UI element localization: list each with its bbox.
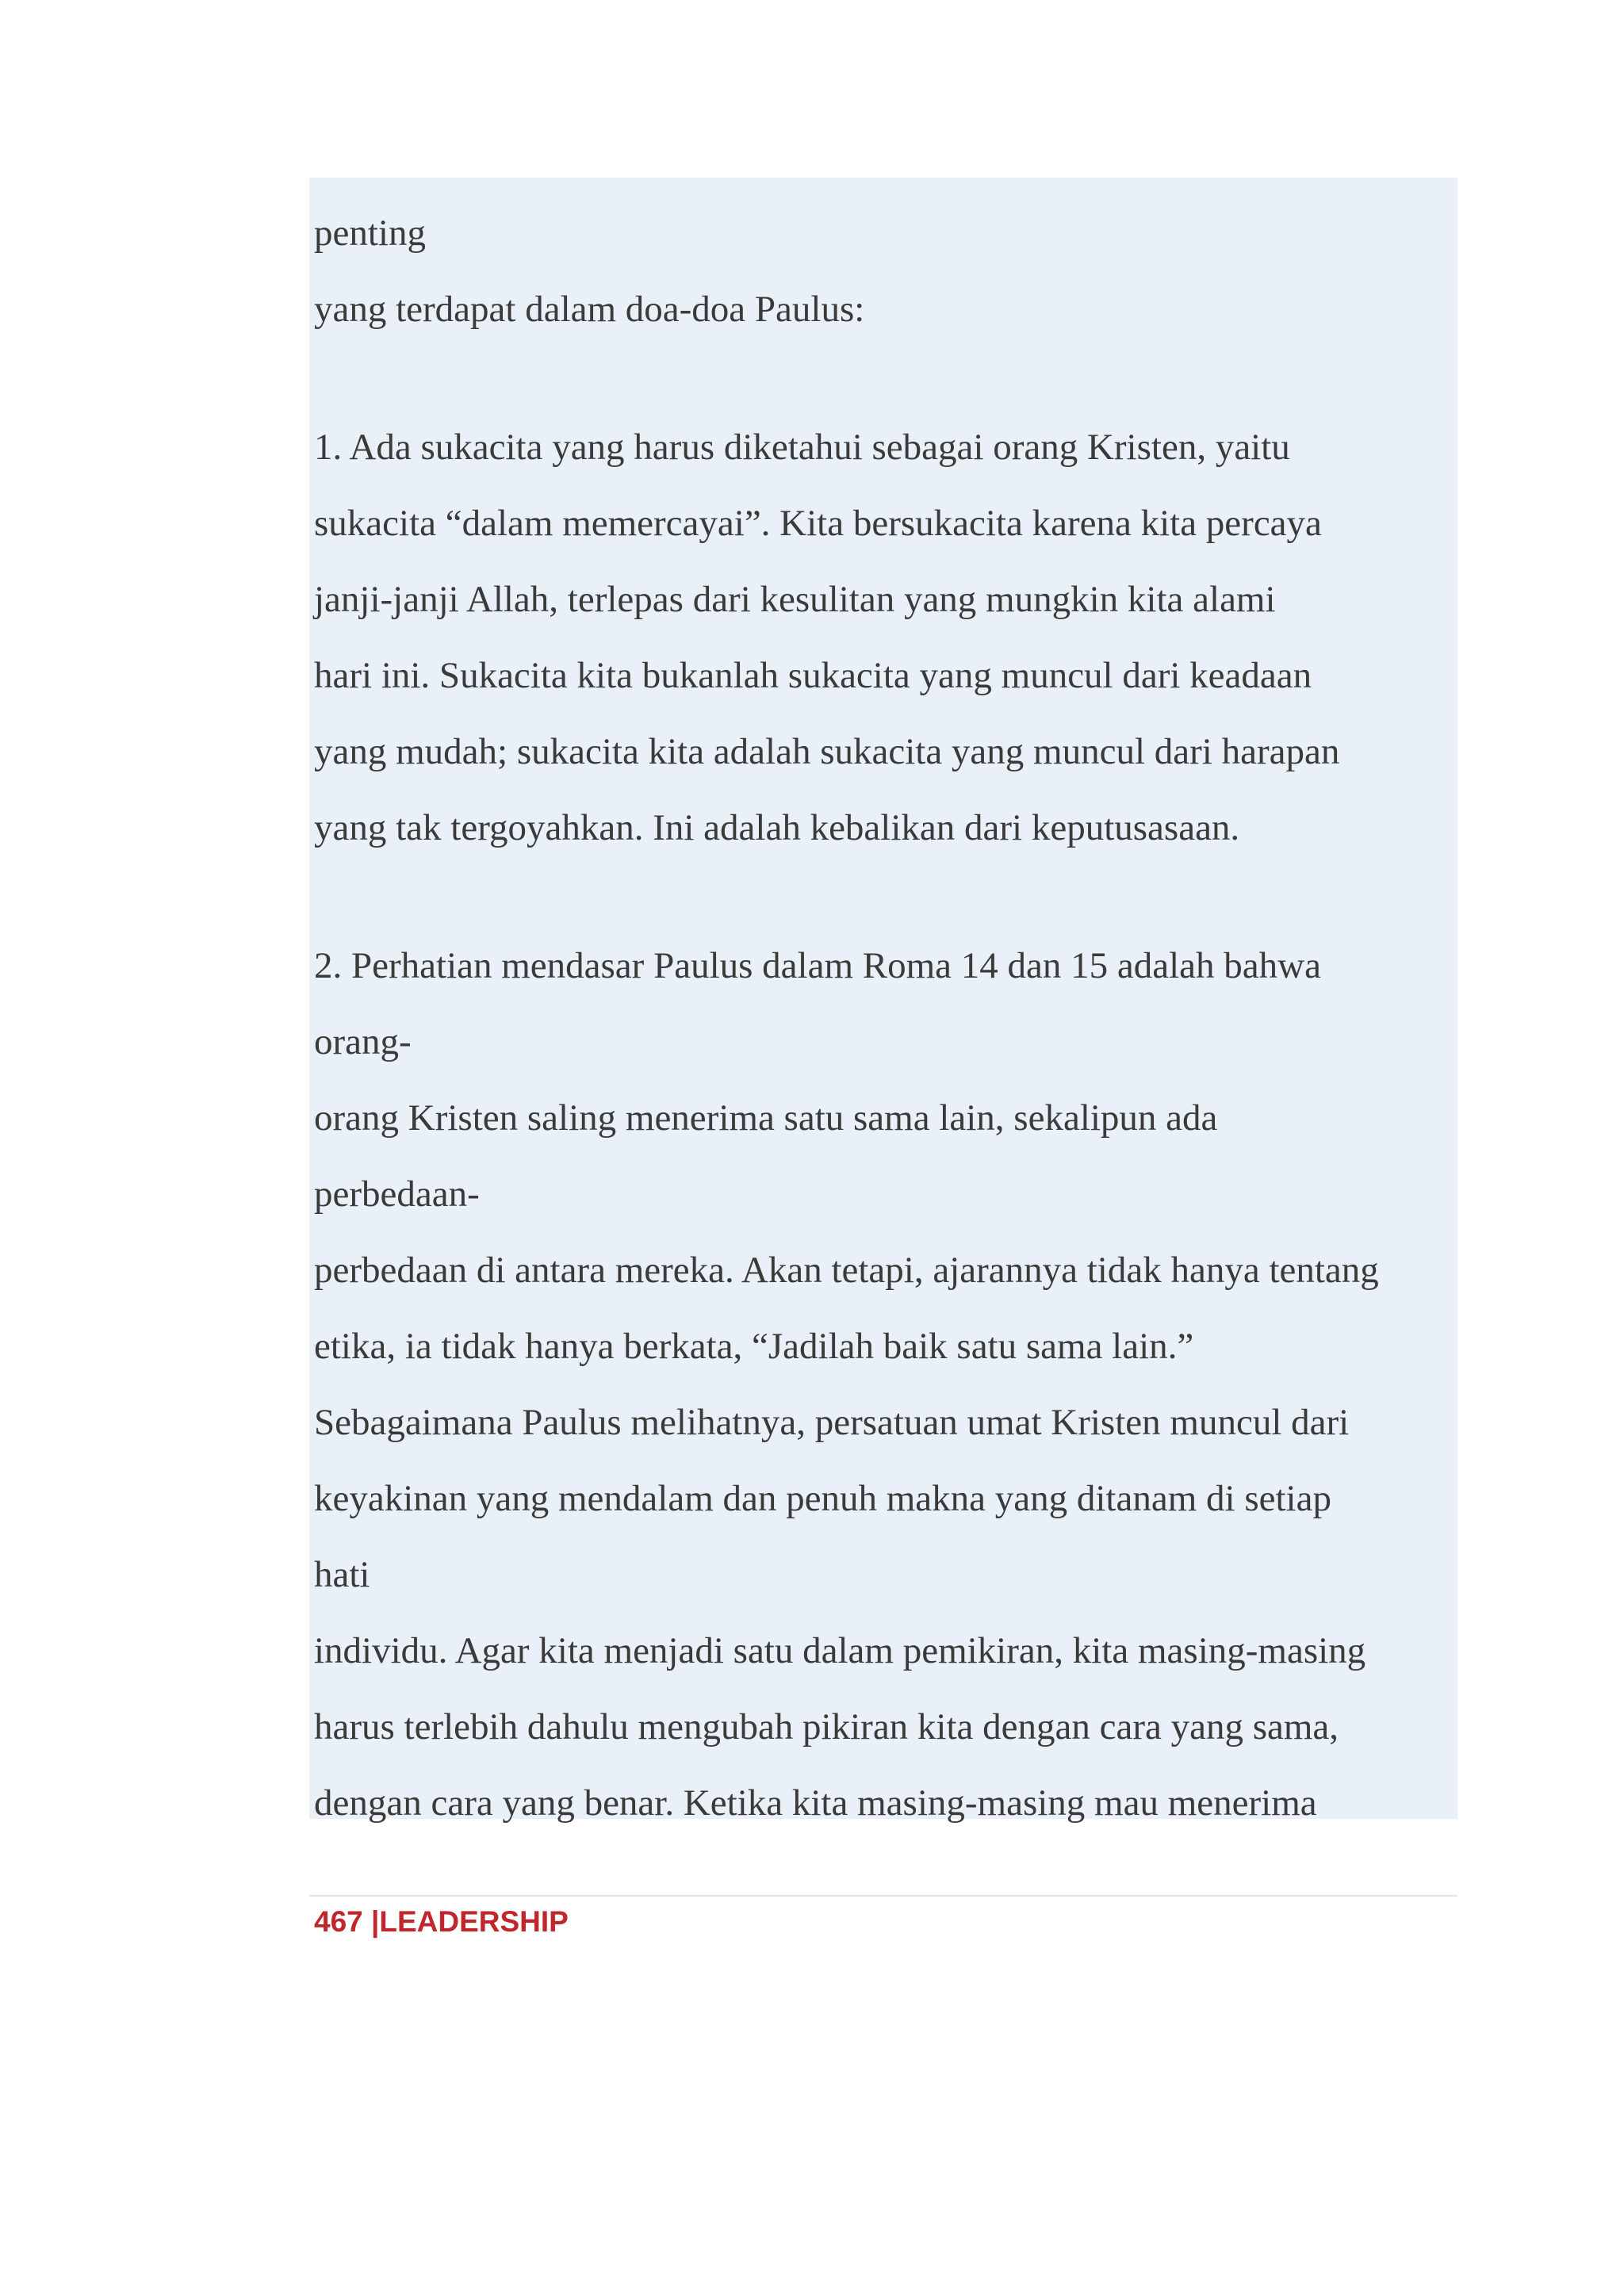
text-line: orang Kristen saling menerima satu sama lain, sekalipun ada <box>314 1097 1218 1139</box>
text-line: Sebagaimana Paulus melihatnya, persatuan umat Kristen muncul dari <box>314 1402 1350 1443</box>
text-line: dengan cara yang benar. Ketika kita masing-masing mau menerima <box>314 1782 1317 1824</box>
text-line: penting <box>314 212 426 254</box>
text-line: yang terdapat dalam doa-doa Paulus: <box>314 289 865 330</box>
text-line: 2. Perhatian mendasar Paulus dalam Roma 14 dan 15 adalah bahwa <box>314 945 1321 986</box>
text-line: harus terlebih dahulu mengubah pikiran kita dengan cara yang sama, <box>314 1706 1339 1748</box>
text-line: janji-janji Allah, terlepas dari kesulitan yang mungkin kita alami <box>314 579 1276 620</box>
text-line: keyakinan yang mendalam dan penuh makna yang ditanam di setiap <box>314 1478 1331 1519</box>
text-line: hati <box>314 1554 370 1595</box>
text-line: perbedaan- <box>314 1173 480 1215</box>
text-line: sukacita “dalam memercayai”. Kita bersukacita karena kita percaya <box>314 503 1322 544</box>
text-line: perbedaan di antara mereka. Akan tetapi, ajarannya tidak hanya tentang <box>314 1250 1379 1291</box>
text-line: etika, ia tidak hanya berkata, “Jadilah baik satu sama lain.” <box>314 1326 1194 1367</box>
text-line: orang- <box>314 1021 412 1062</box>
text-line: 1. Ada sukacita yang harus diketahui sebagai orang Kristen, yaitu <box>314 427 1290 468</box>
page-footer-label: 467 |LEADERSHIP <box>314 1905 569 1938</box>
text-line: individu. Agar kita menjadi satu dalam pemikiran, kita masing-masing <box>314 1630 1366 1671</box>
highlighted-text-block <box>309 178 1457 1824</box>
text-line: hari ini. Sukacita kita bukanlah sukacita yang muncul dari keadaan <box>314 655 1312 696</box>
text-line: yang tak tergoyahkan. Ini adalah kebalikan dari keputusasaan. <box>314 807 1240 848</box>
text-line: yang mudah; sukacita kita adalah sukacita yang muncul dari harapan <box>314 731 1340 772</box>
footer-divider <box>309 1895 1457 1897</box>
